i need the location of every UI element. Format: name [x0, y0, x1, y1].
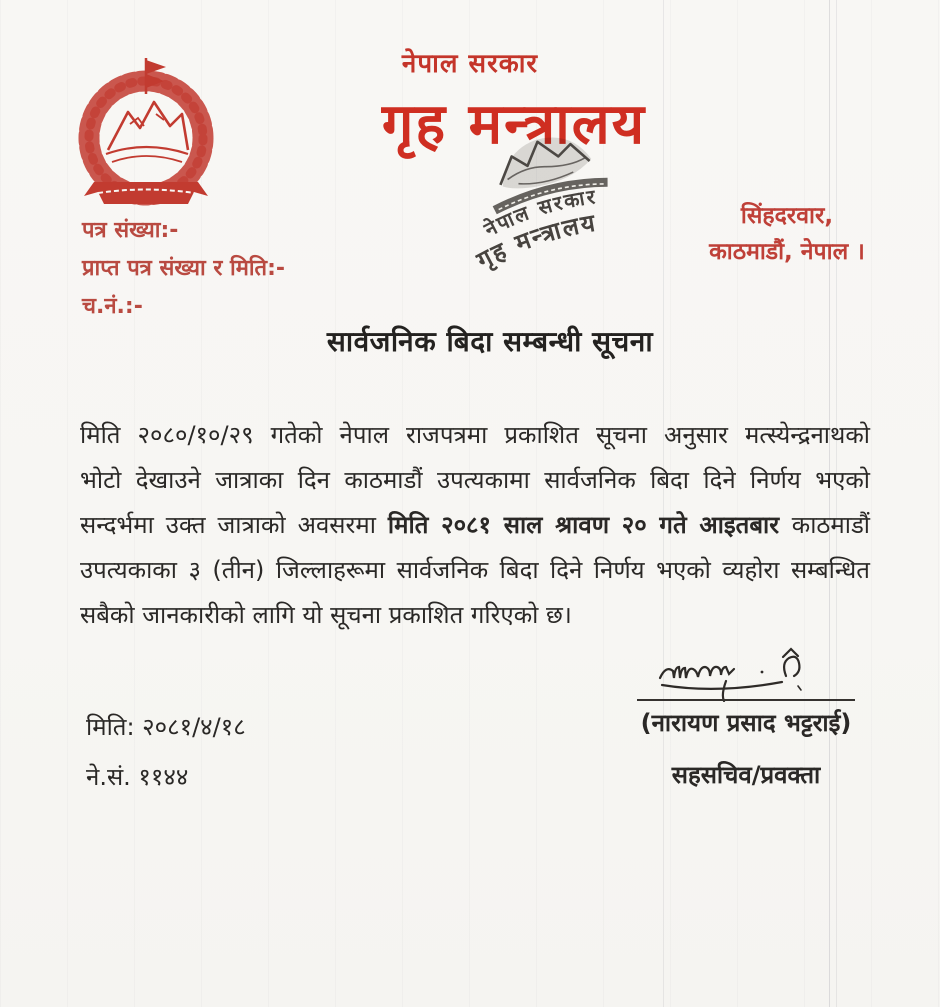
body-line-2: भोटो देखाउने जात्राका दिन काठमाडौं उपत्यकामा सार्वजनिक बिदा दिने निर्णय भएको: [80, 466, 870, 494]
office-address: [672, 198, 902, 270]
reference-fields: [82, 212, 285, 326]
ministry-name: गृह मन्त्रालय: [381, 92, 647, 157]
received-letter-label: प्राप्त पत्र संख्या र मिति:-: [82, 256, 286, 281]
dispatch-number-label: च.नं.:-: [82, 294, 143, 319]
issue-date: मिति: २०८१/४/१८: [86, 713, 246, 741]
body-line-3-regular-end: काठमाडौं: [791, 511, 870, 539]
notice-body: [80, 413, 870, 638]
body-line-4: उपत्यकाका ३ (तीन) जिल्लाहरूमा सार्वजनिक बिदा दिने निर्णय भएको व्यहोरा सम्बन्धित: [80, 556, 870, 584]
stamp-text-line1: नेपाल सरकार: [480, 184, 599, 242]
body-line-3-regular: सन्दर्भमा उक्त जात्राको अवसरमा: [80, 511, 388, 539]
government-name: नेपाल सरकार: [401, 49, 539, 79]
address-line-2: काठमाडौं, नेपाल ।: [709, 239, 865, 265]
ministry-stamp: [448, 126, 658, 276]
notice-title: सार्वजनिक बिदा सम्बन्धी सूचना: [326, 325, 654, 358]
letter-number-label: पत्र संख्या:-: [82, 218, 179, 243]
address-line-1: सिंहदरवार,: [740, 203, 834, 229]
signatory-name: (नारायण प्रसाद भट्टराई): [640, 709, 852, 737]
signature-scribble: [652, 644, 822, 702]
signatory-title: सहसचिव/प्रवक्ता: [671, 761, 821, 789]
body-line-3: [80, 503, 870, 548]
nepal-sambat-year: ने.सं. ११४४: [86, 763, 189, 791]
stamp-text-line2: गृह मन्त्रालय: [472, 208, 599, 275]
body-line-1: मिति २०८०/१०/२९ गतेको नेपाल राजपत्रमा प्रकाशित सूचना अनुसार मत्स्येन्द्रनाथको: [80, 421, 870, 449]
body-line-3-bold-date: मिति २०८१ साल श्रावण २० गते आइतबार: [387, 511, 792, 539]
signature-rule: [637, 699, 855, 701]
body-line-5: सबैको जानकारीको लागि यो सूचना प्रकाशित गरिएको छ।: [80, 601, 572, 629]
